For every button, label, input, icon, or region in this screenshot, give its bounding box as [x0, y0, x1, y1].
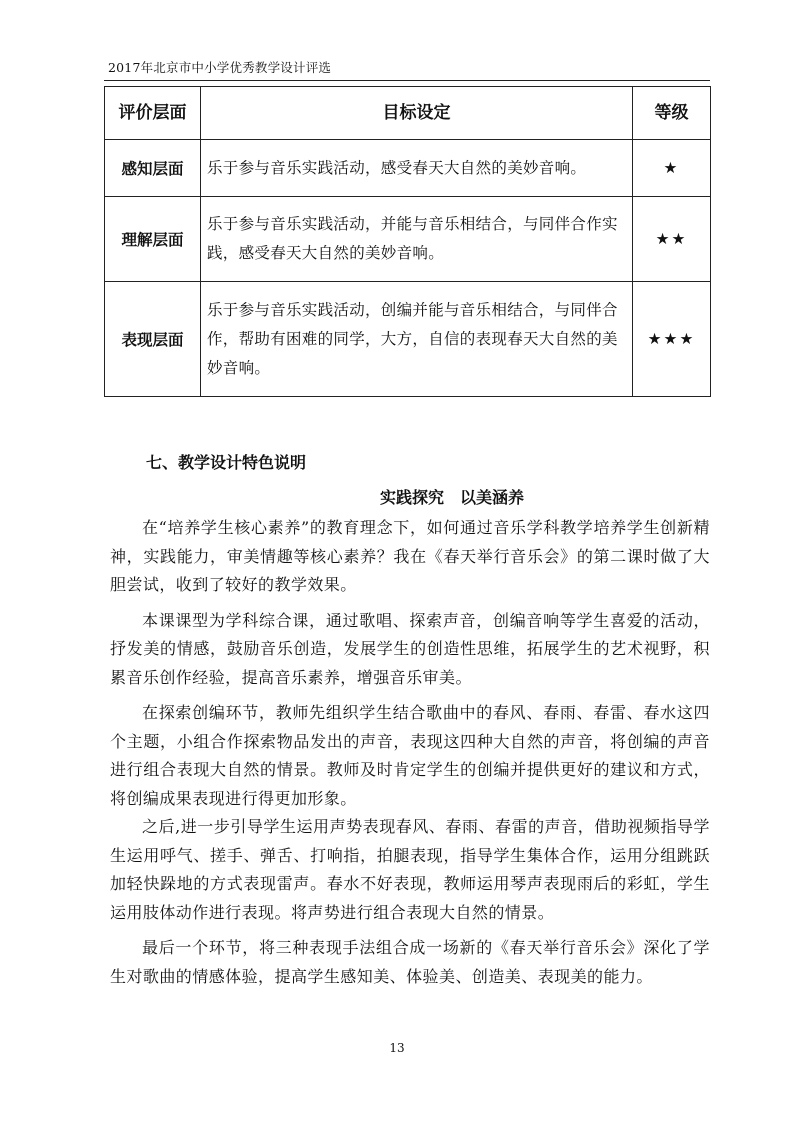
- header-rule: [104, 80, 710, 81]
- paragraph: 最后一个环节，将三种表现手法组合成一场新的《春天举行音乐会》深化了学生对歌曲的情感体验，提高学生感知美、体验美、创造美、表现美的能力。: [110, 938, 710, 986]
- page-header: 2017年北京市中小学优秀教学设计评选: [108, 60, 332, 75]
- evaluation-table: [104, 86, 711, 397]
- table-row: [105, 197, 711, 282]
- grade-stars: ★★★: [633, 282, 711, 397]
- goal-cell: 乐于参与音乐实践活动，并能与音乐相结合，与同伴合作实践，感受春天大自然的美妙音响。: [201, 197, 633, 282]
- level-cell: 理解层面: [105, 197, 201, 282]
- paragraph: 在探索创编环节，教师先组织学生结合歌曲中的春风、春雨、春雷、春水这四个主题，小组合作探索物品发出的声音，表现这四种大自然的声音，将创编的声音进行组合表现大自然的情景。教师及时肯定学生的创编并提供更好的建议和方式，将创编成果表现进行得更加形象。: [110, 703, 710, 808]
- header-level: 评价层面: [105, 87, 201, 140]
- goal-cell: 乐于参与音乐实践活动，创编并能与音乐相结合，与同伴合作，帮助有困难的同学，大方，自信的表现春天大自然的美妙音响。: [201, 282, 633, 397]
- table-header-row: [105, 87, 711, 140]
- section-title: 七、教学设计特色说明: [146, 453, 307, 472]
- body-text: [110, 514, 710, 991]
- section-subtitle: 实践探究 以美涵养: [379, 488, 524, 507]
- header-goal: 目标设定: [201, 87, 633, 140]
- header-grade: 等级: [633, 87, 711, 140]
- paragraph: 在“培养学生核心素养”的教育理念下，如何通过音乐学科教学培养学生创新精神，实践能力，审美情趣等核心素养？我在《春天举行音乐会》的第二课时做了大胆尝试，收到了较好的教学效果。: [110, 518, 710, 594]
- paragraph: 之后,进一步引导学生运用声势表现春风、春雨、春雷的声音，借助视频指导学生运用呼气、搓手、弹舌、打响指，拍腿表现，指导学生集体合作，运用分组跳跃加轻快跺地的方式表现雷声。春水不好表现，教师运用琴声表现雨后的彩虹，学生运用肢体动作进行表现。将声势进行组合表现大自然的情景。: [110, 817, 710, 922]
- goal-cell: 乐于参与音乐实践活动，感受春天大自然的美妙音响。: [201, 140, 633, 197]
- page-number: 13: [389, 1041, 405, 1055]
- paragraph: 本课课型为学科综合课，通过歌唱、探索声音，创编音响等学生喜爱的活动，抒发美的情感，鼓励音乐创造，发展学生的创造性思维，拓展学生的艺术视野，积累音乐创作经验，提高音乐素养，增强音乐审美。: [110, 610, 710, 687]
- level-cell: 感知层面: [105, 140, 201, 197]
- grade-stars: ★: [633, 140, 711, 197]
- table-row: [105, 282, 711, 397]
- level-cell: 表现层面: [105, 282, 201, 397]
- grade-stars: ★★: [633, 197, 711, 282]
- table-row: [105, 140, 711, 197]
